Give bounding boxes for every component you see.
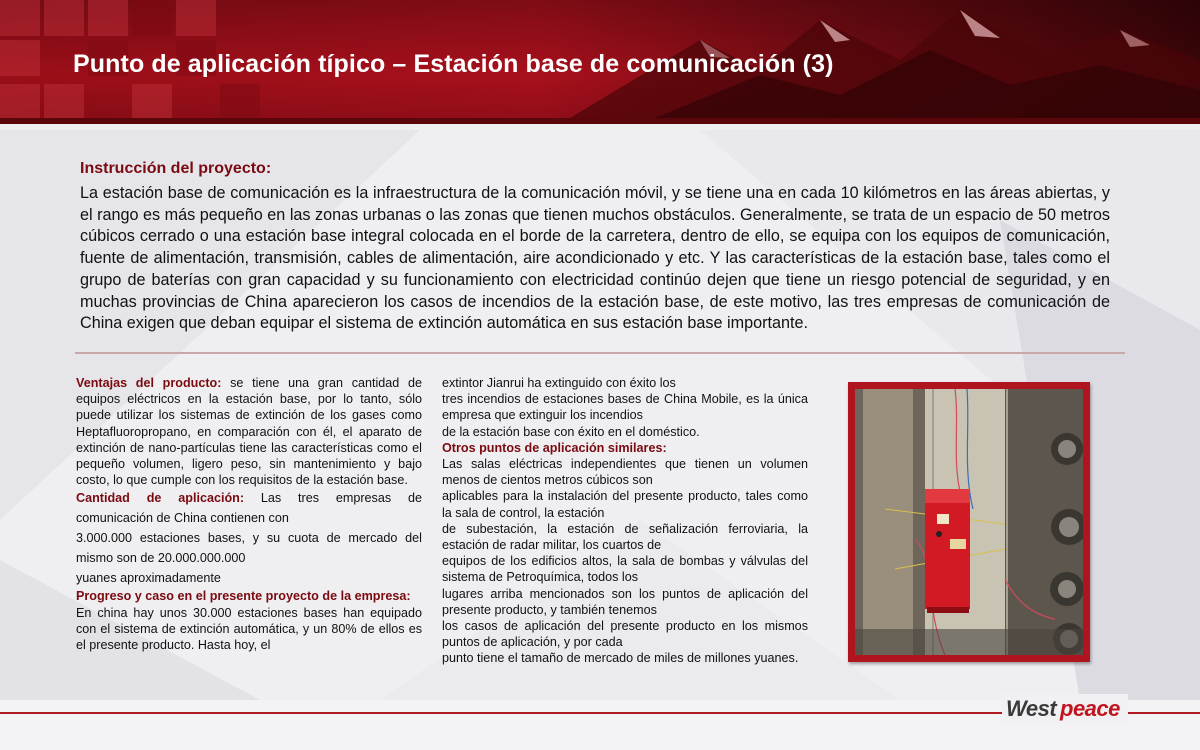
progreso-body: En china hay unos 30.000 estaciones bases han equipado con el sistema de extinción automática, y un 80% de ellos es el presente producto. Hasta hoy, el [76, 605, 422, 653]
ventajas-body: se tiene una gran cantidad de equipos eléctricos en la estación base, por lo tanto, sólo puede utilizar los sistemas de extinción de los gases como Heptafluoropropano, en comparación con él, el aparato de extinción de nano-partículas tiene las características como el pequeño volumen, ligero peso, sin mantenimiento y bajo costo, lo que cumple con los requisitos de la estación base. [76, 376, 422, 488]
left-column [76, 375, 422, 653]
ventajas-paragraph [76, 375, 422, 488]
otros-heading: Otros puntos de aplicación similares: [442, 440, 667, 455]
cantidad-paragraph [76, 488, 422, 528]
equipment-photo [855, 389, 1083, 655]
caso-line2: tres incendios de estaciones bases de China Mobile, es la única empresa que extinguir los incendios [442, 392, 808, 423]
otros-line1: Las salas eléctricas independientes que tienen un volumen menos de cientos metros cúbicos son [442, 457, 808, 488]
section-divider [75, 352, 1125, 354]
otros-line3: de subestación, la estación de señalización ferroviaria, la estación de radar militar, los cuartos de [442, 521, 808, 553]
progreso-heading: Progreso y caso en el presente proyecto de la empresa: [76, 589, 411, 604]
ventajas-heading: Ventajas del producto: [76, 376, 222, 390]
otros-line7: punto tiene el tamaño de mercado de miles de millones yuanes. [442, 651, 799, 666]
caso-line3: de la estación base con éxito en el doméstico. [442, 424, 700, 439]
middle-column [442, 375, 808, 667]
logo-west: West [1006, 696, 1057, 721]
intro-heading: Instrucción del proyecto: [80, 160, 272, 177]
otros-line5: lugares arriba mencionados son los puntos de aplicación del presente producto, y también tenemos [442, 586, 808, 617]
otros-line2: aplicables para la instalación del presente producto, tales como la sala de control, la estación [442, 489, 808, 520]
cantidad-line3: yuanes aproximadamente [76, 571, 221, 586]
westpeace-logo [1002, 694, 1128, 724]
equipment-photo-frame [848, 382, 1090, 662]
otros-line4: equipos de los edificios altos, la sala de bombas y válvulas del sistema de Petroquímica, todos los [442, 554, 808, 585]
otros-line6: los casos de aplicación del presente producto en los mismos puntos de aplicación, y por cada [442, 619, 808, 650]
cantidad-line2: 3.000.000 estaciones bases, y su cuota de mercado del mismo son de 20.000.000.000 [76, 531, 422, 566]
cantidad-line1: Las tres empresas de comunicación de China contienen con [76, 491, 422, 526]
slide-title: Punto de aplicación típico – Estación base de comunicación (3) [73, 50, 834, 78]
cantidad-heading: Cantidad de aplicación: [76, 491, 245, 506]
caso-line1: extintor Jianrui ha extinguido con éxito los [442, 376, 676, 390]
logo-peace: peace [1060, 696, 1120, 721]
intro-body: La estación base de comunicación es la infraestructura de la comunicación móvil, y se tiene una en cada 10 kilómetros en las áreas abiertas, y el rango es más pequeño en las zonas urbanas o las zonas que tienen muchos obstáculos. Generalmente, se trata de un espacio de 50 metros cúbicos cerrado o una estación base integral colocada en el borde de la carretera, dentro de ello, se equipa con los equipos de comunicación, fuente de alimentación, transmisión, cables de alimentación, aire acondicionado y etc. Y las características de la estación base, tales como el grupo de baterías con gran capacidad y su funcionamiento con electricidad continúo dejen que tiene un riesgo potencial de seguridad, y en muchas provincias de China aparecieron los casos de incendios de la estación base, de este motivo, las tres empresas de comunicación de China exigen que deban equipar el sistema de extinción automática en sus estación base importante. [80, 184, 1110, 333]
